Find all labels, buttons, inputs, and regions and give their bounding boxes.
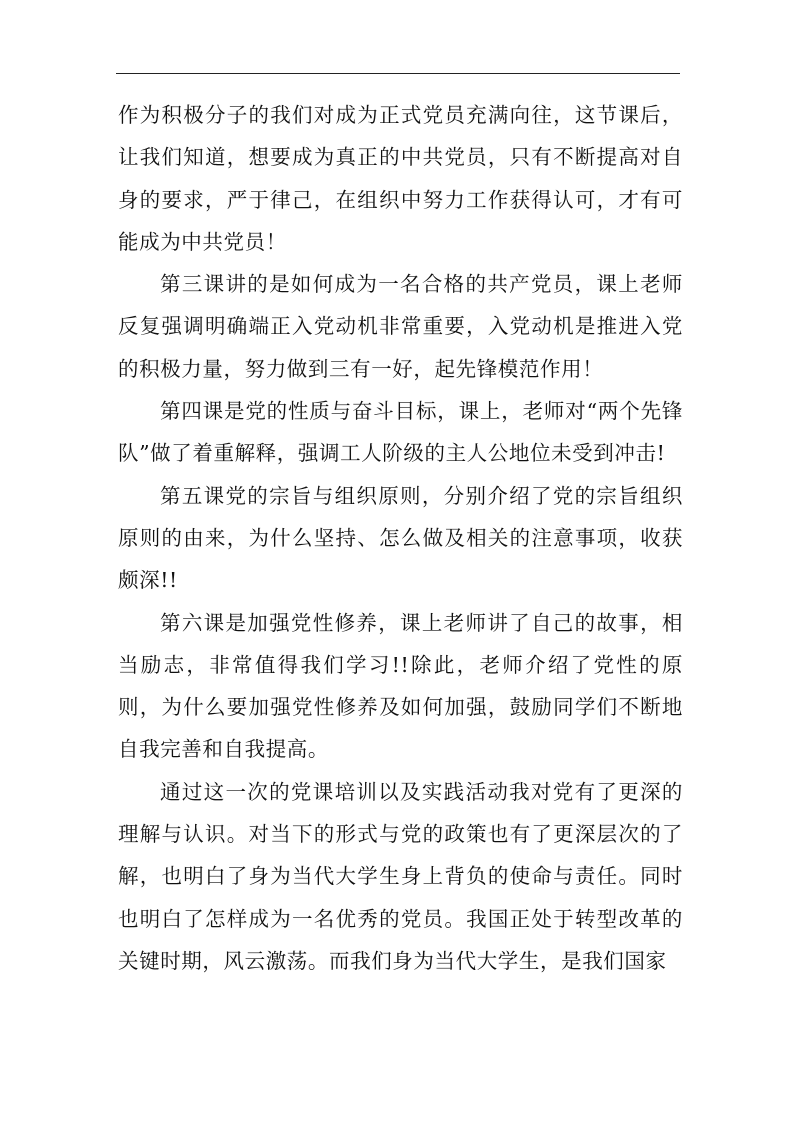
document-body (118, 94, 683, 982)
paragraph-lesson-five: 第五课党的宗旨与组织原则，分别介绍了党的宗旨组织原则的由来，为什么坚持、怎么做及相关的注意事项，收获颇深!! (118, 483, 683, 593)
paragraph-summary: 通过这一次的党课培训以及实践活动我对党有了更深的理解与认识。对当下的形式与党的政策也有了更深层次的了解，也明白了身为当代大学生身上背负的使命与责任。同时也明白了怎样成为一名优秀的党员。我国正处于转型改革的关键时期，风云激荡。而我们身为当代大学生，是我们国家 (118, 779, 683, 973)
paragraph-lesson-three: 第三课讲的是如何成为一名合格的共产党员，课上老师反复强调明确端正入党动机非常重要，入党动机是推进入党的积极力量，努力做到三有一好，起先锋模范作用！ (118, 272, 683, 381)
header-rule (116, 73, 680, 74)
paragraph-lesson-four: 第四课是党的性质与奋斗目标，课上，老师对“两个先锋队”做了着重解释，强调工人阶级的主人公地位未受到冲击! (118, 399, 683, 466)
paragraph-lesson-six: 第六课是加强党性修养，课上老师讲了自己的故事，相当励志，非常值得我们学习!!除此，老师介绍了党性的原则，为什么要加强党性修养及如何加强，鼓励同学们不断地自我完善和自我提高。 (118, 610, 683, 762)
paragraph-continuation: 作为积极分子的我们对成为正式党员充满向往，这节课后，让我们知道，想要成为真正的中共党员，只有不断提高对自身的要求，严于律己，在组织中努力工作获得认可，才有可能成为中共党员！ (118, 103, 683, 254)
